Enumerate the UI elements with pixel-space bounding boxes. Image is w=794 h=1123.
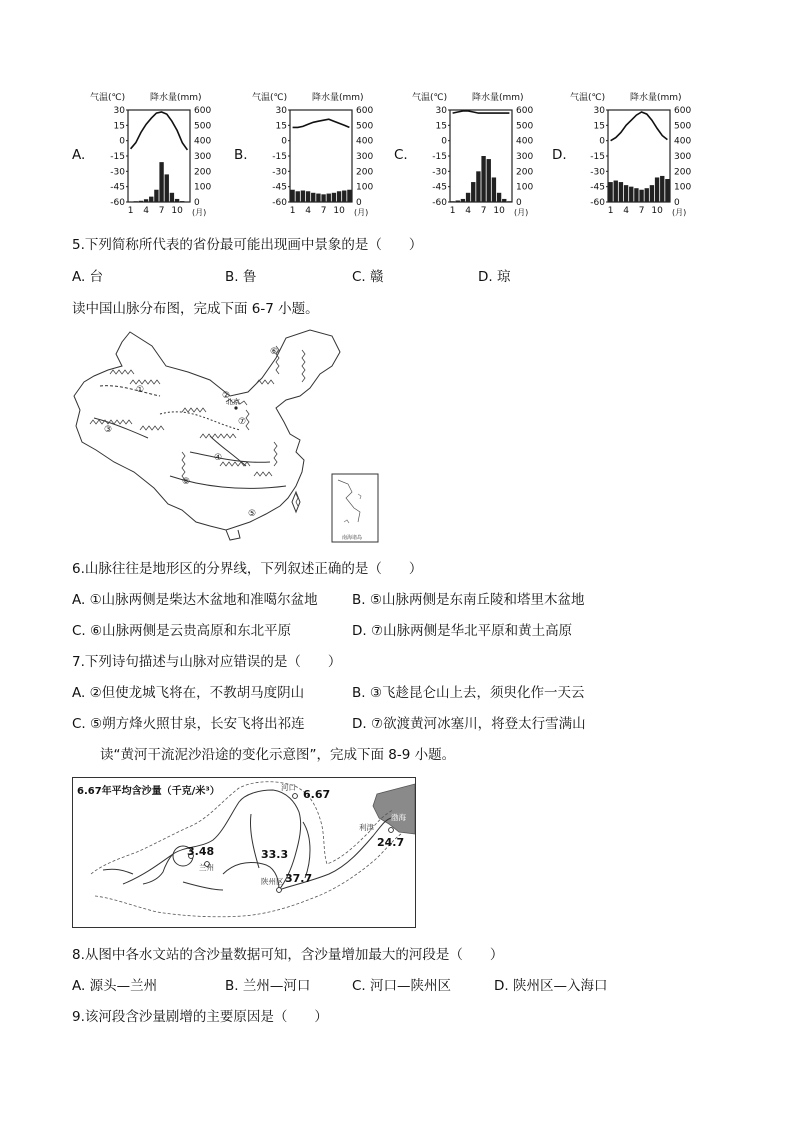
month-tick: 7 (320, 206, 327, 216)
precip-tick: 400 (356, 136, 374, 147)
marker-2: ② (222, 391, 231, 401)
precip-tick: 100 (194, 182, 212, 193)
precip-tick: 600 (674, 106, 692, 116)
temp-axis-title: 气温(℃) (570, 93, 606, 103)
china-mountain-map (70, 326, 390, 546)
plot-frame (290, 110, 352, 202)
q8-question: 8.从图中各水文站的含沙量数据可知，含沙量增加最大的河段是（ ） (72, 947, 504, 963)
marker-7: ⑦ (238, 417, 247, 427)
precip-bar (481, 156, 485, 202)
precip-bar (154, 190, 158, 202)
yellow-river-sediment-map (72, 777, 416, 928)
precip-axis-title: 降水量(mm) (150, 93, 202, 103)
temp-axis-title: 气温(℃) (412, 93, 448, 103)
precip-bar (456, 200, 460, 202)
precip-tick: 300 (674, 152, 692, 162)
month-tick: 4 (305, 206, 311, 216)
q8-option-c: C. 河口—陕州区 (352, 978, 452, 994)
precip-bar (342, 191, 346, 203)
precip-tick: 500 (194, 121, 212, 132)
precip-axis-title: 降水量(mm) (312, 93, 364, 103)
precip-tick: 0 (674, 198, 680, 208)
month-tick: 7 (638, 206, 645, 216)
temp-curve (611, 112, 668, 141)
q5-option-b: B. 鲁 (225, 269, 257, 285)
precip-tick: 100 (674, 182, 692, 193)
precip-bar (144, 199, 148, 202)
precip-bar (296, 191, 300, 202)
temp-tick: -30 (590, 167, 605, 178)
temp-tick: -15 (272, 152, 287, 162)
month-unit: (月) (514, 208, 529, 217)
temp-tick: -60 (110, 198, 125, 208)
precip-bar (450, 201, 454, 202)
temp-tick: 30 (435, 106, 447, 116)
temp-tick: -30 (272, 167, 287, 178)
q7-question: 7.下列诗句描述与山脉对应错误的是（ ） (72, 654, 342, 670)
temp-tick: 15 (435, 121, 447, 132)
inset-caption: 南海诸岛 (342, 535, 363, 541)
month-tick: 4 (143, 206, 149, 216)
precip-tick: 0 (194, 198, 200, 208)
precip-tick: 300 (194, 152, 212, 162)
yellow-river-main (123, 790, 391, 890)
precip-tick: 100 (356, 182, 374, 193)
temp-tick: -60 (432, 198, 447, 208)
precip-bar (170, 193, 174, 202)
precip-bar (497, 193, 501, 202)
precip-bar (327, 194, 331, 202)
precip-bar (614, 181, 618, 202)
marker-4: ④ (214, 453, 223, 463)
temp-tick: -15 (432, 152, 447, 162)
temp-axis-title: 气温(℃) (252, 93, 288, 103)
month-tick: 10 (333, 206, 345, 216)
precip-bar (321, 194, 325, 202)
month-tick: 10 (171, 206, 183, 216)
temp-tick: 15 (113, 121, 125, 132)
intro-8-9: 读“黄河干流泥沙沿途的变化示意图”，完成下面 8-9 小题。 (100, 747, 456, 763)
month-tick: 7 (158, 206, 165, 216)
temp-tick: -45 (590, 182, 605, 193)
q5-option-c: C. 赣 (352, 269, 384, 285)
q8-option-d: D. 陕州区—入海口 (494, 978, 608, 994)
value-shanzhou: 37.7 (285, 872, 313, 885)
precip-bar (471, 182, 475, 202)
south-china-sea-inset (332, 474, 378, 542)
month-unit: (月) (672, 208, 687, 217)
temp-tick: -15 (110, 152, 125, 162)
precip-bar (650, 185, 654, 202)
month-tick: 1 (127, 206, 134, 216)
precip-bar (149, 197, 153, 202)
beijing-label: 北京 (226, 398, 240, 406)
temp-tick: -30 (110, 167, 125, 178)
temp-tick: 30 (275, 106, 287, 116)
precip-tick: 200 (356, 167, 374, 178)
temp-tick: 0 (441, 136, 447, 147)
q5-option-a: A. 台 (72, 269, 104, 285)
q6-option-c: C. ⑥山脉两侧是云贵高原和东北平原 (72, 623, 292, 639)
q9-question: 9.该河段含沙量剧增的主要原因是（ ） (72, 1009, 328, 1025)
place-lanzhou: 兰州 (199, 863, 214, 872)
plot-frame (128, 110, 190, 202)
river-map-title: 6.67年平均含沙量（千克/米³） (77, 786, 220, 797)
precip-bar (629, 187, 633, 202)
place-shanzhou: 陕州区 (261, 877, 284, 886)
precip-axis-title: 降水量(mm) (630, 93, 682, 103)
temp-tick: 0 (599, 136, 605, 147)
precip-tick: 200 (516, 167, 534, 178)
month-tick: 4 (623, 206, 629, 216)
month-unit: (月) (192, 208, 207, 217)
precip-bar (306, 191, 310, 202)
q7-option-d: D. ⑦欲渡黄河冰塞川，将登太行雪满山 (352, 716, 586, 732)
precip-tick: 300 (356, 152, 374, 162)
precip-bar (655, 177, 659, 202)
month-tick: 1 (449, 206, 456, 216)
marker-5: ⑤ (248, 509, 257, 519)
precip-tick: 500 (516, 121, 534, 132)
q5-question: 5.下列简称所代表的省份最可能出现画中景象的是（ ） (72, 237, 423, 253)
place-hekou: 河口 (281, 783, 296, 792)
precip-tick: 200 (194, 167, 212, 178)
climate-chart-b (252, 88, 392, 223)
month-tick: 10 (651, 206, 663, 216)
precip-bar (634, 188, 638, 202)
q6-question: 6.山脉往往是地形区的分界线，下列叙述正确的是（ ） (72, 561, 423, 577)
month-tick: 1 (607, 206, 614, 216)
q5-option-d: D. 琼 (478, 269, 511, 285)
q8-option-a: A. 源头—兰州 (72, 978, 158, 994)
temp-tick: 15 (275, 121, 287, 132)
month-unit: (月) (354, 208, 369, 217)
precip-bar (660, 176, 664, 202)
precip-bar (645, 188, 649, 202)
temp-tick: 30 (113, 106, 125, 116)
climate-chart-d (570, 88, 720, 223)
climate-chart-a (90, 88, 230, 223)
precip-bar (487, 159, 491, 202)
value-hekou: 6.67 (303, 788, 331, 801)
precip-bar (347, 190, 351, 202)
q7-option-c: C. ⑤朔方烽火照甘泉，长安飞将出祁连 (72, 716, 305, 732)
precip-bar (624, 185, 628, 202)
precip-tick: 500 (674, 121, 692, 132)
temp-tick: -60 (272, 198, 287, 208)
temp-tick: -45 (272, 182, 287, 193)
precip-tick: 0 (516, 198, 522, 208)
precip-tick: 100 (516, 182, 534, 193)
option-c-letter: C. (394, 147, 408, 163)
precip-tick: 500 (356, 121, 374, 132)
precip-bar (301, 191, 305, 203)
marker-8: ⑧ (182, 477, 191, 487)
temp-curve (453, 111, 510, 113)
precip-tick: 400 (516, 136, 534, 147)
q7-option-a: A. ②但使龙城飞将在，不教胡马度阴山 (72, 685, 305, 701)
month-tick: 7 (480, 206, 487, 216)
precip-tick: 600 (356, 106, 374, 116)
precip-bar (492, 177, 496, 202)
place-bohai: 渤海 (391, 813, 406, 822)
precip-bar (507, 201, 511, 202)
precip-bar (165, 174, 169, 202)
precip-tick: 200 (674, 167, 692, 178)
climate-charts-row (0, 0, 794, 230)
temp-curve (293, 119, 350, 127)
temp-tick: 0 (119, 136, 125, 147)
marker-6: ⑥ (270, 347, 279, 357)
marker-1: ① (136, 385, 145, 395)
option-d-letter: D. (552, 147, 567, 163)
temp-tick: -60 (590, 198, 605, 208)
climate-chart-c (412, 88, 552, 223)
temp-tick: -45 (432, 182, 447, 193)
precip-tick: 600 (194, 106, 212, 116)
bohai-sea (373, 784, 415, 834)
precip-bar (619, 182, 623, 202)
month-tick: 1 (289, 206, 296, 216)
plot-frame (450, 110, 512, 202)
month-tick: 4 (465, 206, 471, 216)
temp-tick: -45 (110, 182, 125, 193)
temp-tick: 15 (593, 121, 605, 132)
precip-tick: 600 (516, 106, 534, 116)
precip-bar (461, 199, 465, 202)
precip-bar (608, 182, 612, 202)
precip-bar (290, 190, 294, 202)
temp-tick: 0 (281, 136, 287, 147)
q6-option-a: A. ①山脉两侧是柴达木盆地和准噶尔盆地 (72, 592, 318, 608)
value-lanzhou: 3.48 (187, 845, 215, 858)
precip-axis-title: 降水量(mm) (472, 93, 524, 103)
precip-bar (476, 171, 480, 202)
q6-option-b: B. ⑤山脉两侧是东南丘陵和塔里木盆地 (352, 592, 585, 608)
q7-option-b: B. ③飞趁昆仑山上去，须臾化作一天云 (352, 685, 585, 701)
option-b-letter: B. (234, 147, 248, 163)
option-a-letter: A. (72, 147, 86, 163)
precip-bar (316, 194, 320, 202)
precip-bar (159, 162, 163, 202)
precip-bar (665, 179, 669, 202)
value-lijin: 24.7 (377, 836, 405, 849)
temp-tick: -30 (432, 167, 447, 178)
month-tick: 10 (493, 206, 505, 216)
precip-bar (134, 201, 138, 202)
precip-bar (337, 191, 341, 202)
precip-bar (332, 193, 336, 202)
precip-tick: 400 (194, 136, 212, 147)
q8-option-b: B. 兰州—河口 (225, 978, 311, 994)
intro-6-7: 读中国山脉分布图，完成下面 6-7 小题。 (72, 301, 319, 317)
precip-bar (311, 193, 315, 202)
temp-axis-title: 气温(℃) (90, 93, 126, 103)
marker-3: ③ (104, 425, 113, 435)
temp-tick: 30 (593, 106, 605, 116)
place-lijin: 利津 (359, 823, 374, 832)
q6-option-d: D. ⑦山脉两侧是华北平原和黄土高原 (352, 623, 573, 639)
temp-curve (131, 112, 188, 150)
precip-bar (180, 201, 184, 202)
precip-bar (466, 193, 470, 202)
precip-tick: 400 (674, 136, 692, 147)
precip-tick: 0 (356, 198, 362, 208)
precip-bar (139, 201, 143, 202)
precip-bar (502, 199, 506, 202)
china-outline (74, 330, 340, 530)
precip-tick: 300 (516, 152, 534, 162)
value-middle: 33.3 (261, 848, 289, 861)
precip-bar (639, 190, 643, 202)
temp-tick: -15 (590, 152, 605, 162)
precip-bar (175, 199, 179, 202)
